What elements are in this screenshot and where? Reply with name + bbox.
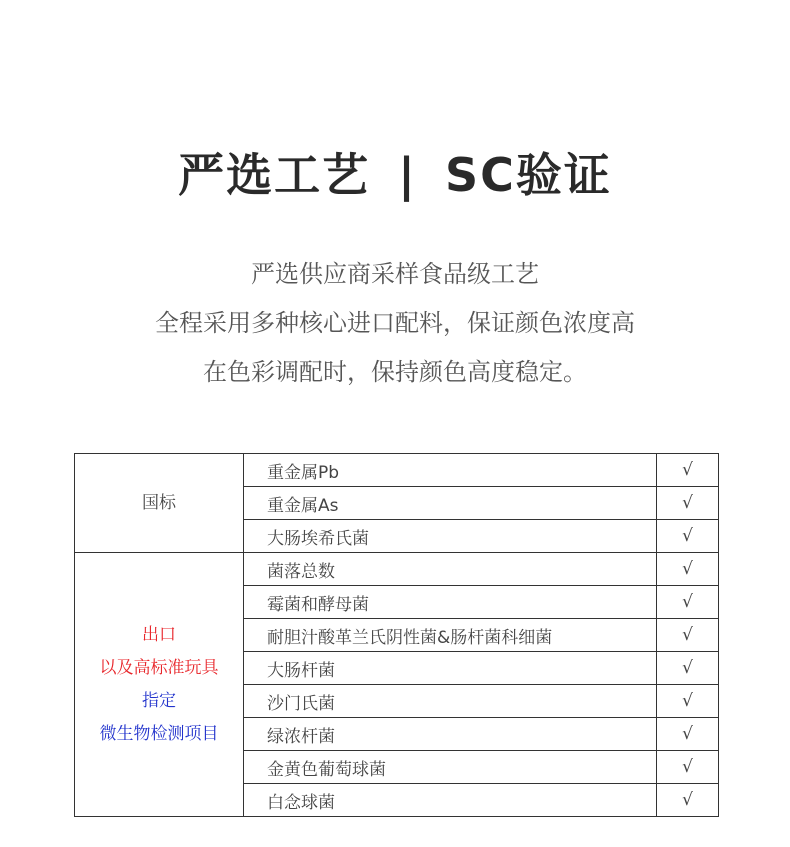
test-item: 大肠埃希氏菌 bbox=[244, 520, 657, 553]
test-item: 金黄色葡萄球菌 bbox=[244, 751, 657, 784]
test-item: 绿浓杆菌 bbox=[244, 718, 657, 751]
category-line: 出口 bbox=[142, 624, 176, 645]
check-mark-icon: √ bbox=[657, 685, 719, 718]
category-line: 以及高标准玩具 bbox=[99, 657, 219, 678]
table-row bbox=[75, 553, 719, 586]
test-item: 白念球菌 bbox=[244, 784, 657, 817]
page-title bbox=[0, 143, 790, 207]
check-mark-icon: √ bbox=[657, 454, 719, 487]
test-item: 霉菌和酵母菌 bbox=[244, 586, 657, 619]
title-left: 严选工艺 bbox=[178, 148, 371, 202]
test-item: 菌落总数 bbox=[244, 553, 657, 586]
test-item: 沙门氏菌 bbox=[244, 685, 657, 718]
check-mark-icon: √ bbox=[657, 619, 719, 652]
test-item: 重金属Pb bbox=[244, 454, 657, 487]
category-export-microbial bbox=[75, 553, 244, 817]
description-line-3: 在色彩调配时，保持颜色高度稳定。 bbox=[203, 358, 587, 386]
category-line: 微生物检测项目 bbox=[99, 723, 219, 744]
check-mark-icon: √ bbox=[657, 784, 719, 817]
description-line-2: 全程采用多种核心进口配料，保证颜色浓度高 bbox=[155, 309, 635, 337]
test-item: 大肠杆菌 bbox=[244, 652, 657, 685]
check-mark-icon: √ bbox=[657, 751, 719, 784]
title-separator: | bbox=[398, 148, 417, 202]
table-row bbox=[75, 454, 719, 487]
check-mark-icon: √ bbox=[657, 553, 719, 586]
description-line-1: 严选供应商采样食品级工艺 bbox=[251, 260, 539, 288]
category-national-standard: 国标 bbox=[75, 454, 244, 553]
check-mark-icon: √ bbox=[657, 586, 719, 619]
check-mark-icon: √ bbox=[657, 487, 719, 520]
test-item: 重金属As bbox=[244, 487, 657, 520]
check-mark-icon: √ bbox=[657, 718, 719, 751]
test-item: 耐胆汁酸革兰氏阴性菌&肠杆菌科细菌 bbox=[244, 619, 657, 652]
check-mark-icon: √ bbox=[657, 520, 719, 553]
title-right: SC验证 bbox=[444, 148, 612, 202]
inspection-table bbox=[74, 453, 719, 817]
check-mark-icon: √ bbox=[657, 652, 719, 685]
category-line: 指定 bbox=[142, 690, 176, 711]
